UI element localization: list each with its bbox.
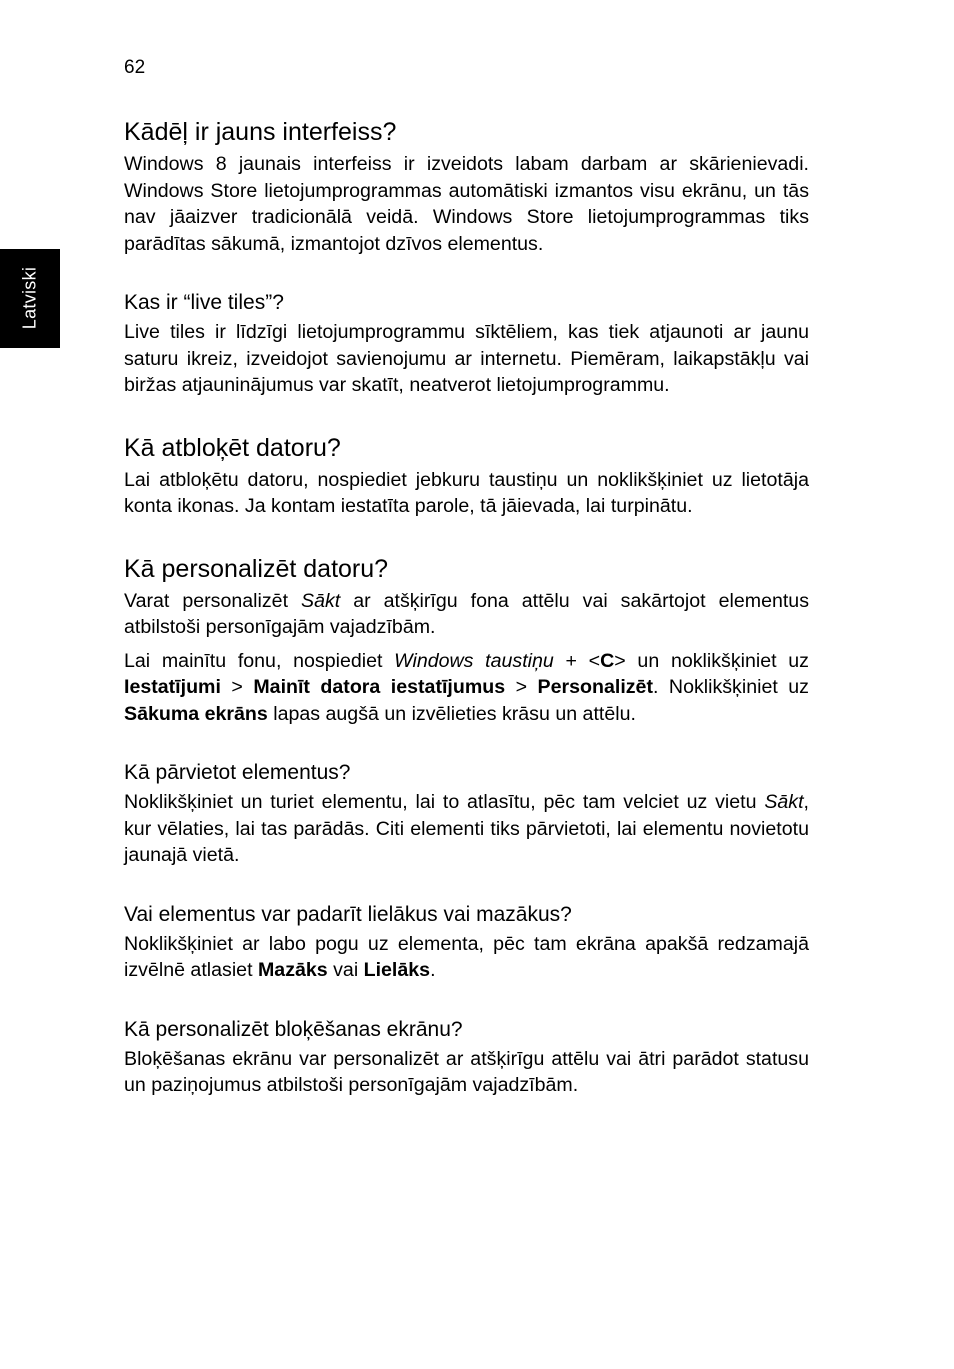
- page-number: 62: [124, 57, 146, 78]
- language-side-tab: [0, 249, 60, 348]
- section-heading: Kā personalizēt bloķēšanas ekrānu?: [124, 1017, 463, 1041]
- section-heading: Kas ir “live tiles”?: [124, 291, 284, 314]
- windows-key-term: Windows taustiņu: [394, 649, 554, 672]
- section-heading: Kādēļ ir jauns interfeiss?: [124, 118, 397, 146]
- text-run: , kur vēlaties, lai tas parādās. Citi elementi tiks pārvietoti, lai elementu novietotu jaunajā vietā.: [124, 791, 809, 866]
- start-screen-term: Sākuma ekrāns: [124, 702, 268, 725]
- settings-term: Iestatījumi: [124, 676, 221, 698]
- section-unlock-computer: [124, 432, 809, 520]
- language-tab-label: Latviski: [19, 266, 40, 330]
- section-heading: Kā atbloķēt datoru?: [124, 433, 341, 462]
- section-live-tiles: [124, 290, 809, 399]
- text-run: + <: [553, 649, 601, 672]
- section-paragraph: Lai atbloķētu datoru, nospiediet jebkuru taustiņu un noklikšķiniet uz lietotāja konta ikonas. Ja kontam iestatīta parole, tā jāievada, lai turpinātu.: [124, 468, 809, 517]
- text-run: Varat personalizēt: [124, 589, 301, 612]
- text-run: .: [430, 959, 436, 981]
- personalize-term: Personalizēt: [537, 676, 653, 698]
- section-new-interface: [124, 116, 809, 257]
- smaller-term: Mazāks: [257, 959, 328, 981]
- section-heading: Vai elementus var padarīt lielākus vai mazākus?: [124, 902, 572, 926]
- larger-term: Lielāks: [363, 959, 431, 981]
- text-run: > un noklikšķiniet uz: [614, 649, 809, 672]
- change-pc-settings-term: Mainīt datora iestatījumus: [253, 676, 506, 698]
- section-paragraph: [124, 931, 809, 984]
- text-run: ar atšķirīgu fona attēlu vai sakārtojot elementus atbilstoši personīgajām vajadzībām.: [124, 589, 810, 638]
- text-run: Noklikšķiniet ar labo pogu uz elementa, pēc tam ekrāna apakšā redzamajā izvēlnē atlasiet: [124, 932, 809, 981]
- text-run: lapas augšā un izvēlieties krāsu un attēlu.: [267, 702, 636, 725]
- section-personalize-computer: [124, 553, 809, 728]
- section-paragraph: Windows 8 jaunais interfeiss ir izveidots labam darbam ar skārienievadi. Windows Store lietojumprogrammas automātiski izmantos visu ekrānu, un tās nav jāaizver tradicionālā veidā. Windows Store lietojumprogrammas tiks parādītas sākumā, izmantojot dzīvos elementus.: [124, 153, 809, 255]
- section-heading: Kā pārvietot elementus?: [124, 761, 351, 784]
- section-paragraph: [124, 789, 809, 869]
- text-run: Noklikšķiniet un turiet elementu, lai to atlasītu, pēc tam velciet uz vietu: [124, 791, 765, 813]
- section-paragraph: Live tiles ir līdzīgi lietojumprogrammu sīktēliem, kas tiek atjaunoti ar jaunu saturu ikreiz, izveidojot savienojumu ar internetu. Piemēram, laikapstākļu vai biržas atjauninājumus var skatīt, neatverot lietojumprogrammu.: [124, 321, 809, 396]
- section-personalize-lock-screen: [124, 1017, 809, 1099]
- section-resize-tiles: [124, 902, 809, 984]
- text-run: vai: [327, 959, 364, 981]
- text-run: >: [505, 676, 538, 698]
- start-term: Sākt: [764, 791, 804, 813]
- text-run: >: [220, 676, 254, 698]
- text-run: Lai mainītu fonu, nospiediet: [124, 649, 395, 672]
- key-c: C: [600, 649, 615, 672]
- section-move-tiles: [124, 760, 809, 869]
- text-run: . Noklikšķiniet uz: [652, 676, 809, 698]
- section-paragraph: [124, 588, 809, 641]
- section-paragraph: [124, 648, 809, 728]
- start-term: Sākt: [301, 589, 341, 612]
- section-heading: Kā personalizēt datoru?: [124, 554, 389, 583]
- section-paragraph: Bloķēšanas ekrānu var personalizēt ar atšķirīgu attēlu vai ātri parādot statusu un paziņojumus atbilstoši personīgajām vajadzībām.: [124, 1047, 809, 1096]
- page-content: [124, 116, 809, 1132]
